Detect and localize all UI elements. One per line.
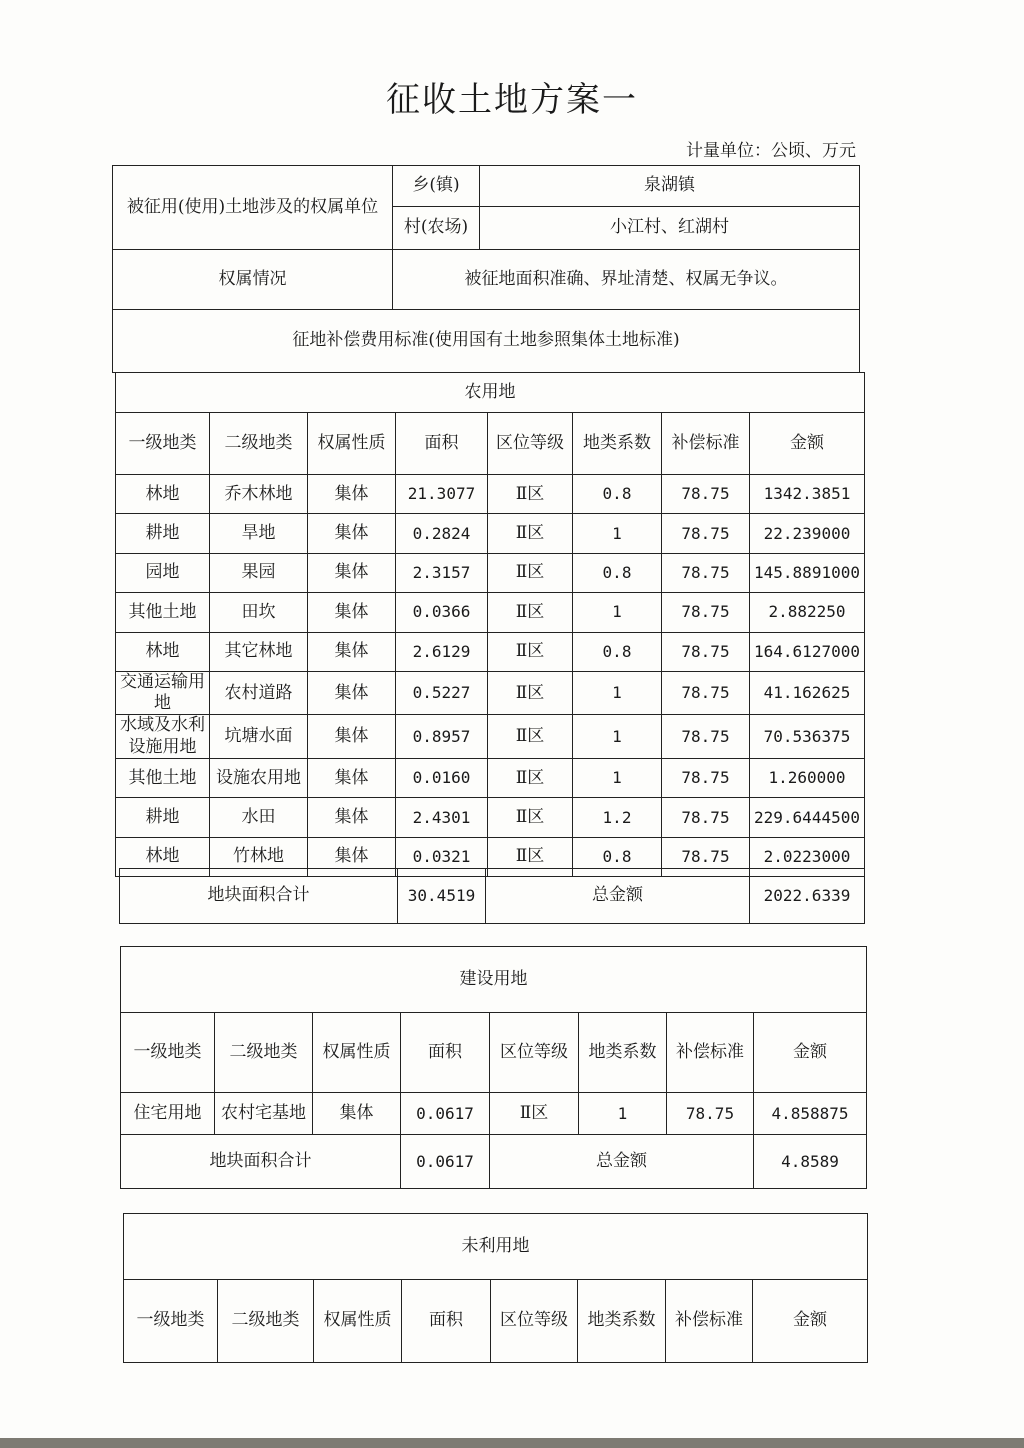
column-header: 区位等级 — [491, 1280, 578, 1363]
column-header: 二级地类 — [215, 1013, 313, 1093]
table-cell: 0.0160 — [396, 758, 488, 797]
table-cell: 0.8 — [573, 837, 662, 876]
table-cell: 2.3157 — [396, 553, 488, 592]
table-cell: 0.2824 — [396, 514, 488, 553]
table-cell: 0.0617 — [401, 1093, 490, 1135]
column-header: 金额 — [750, 413, 865, 475]
table-cell: Ⅱ区 — [488, 475, 573, 514]
ownership-label: 权属情况 — [113, 250, 393, 310]
table-cell: 耕地 — [116, 514, 210, 553]
table-cell: 78.75 — [662, 837, 750, 876]
owner-label: 被征用(使用)土地涉及的权属单位 — [113, 166, 393, 250]
table-cell: 22.239000 — [750, 514, 865, 553]
column-header: 二级地类 — [218, 1280, 314, 1363]
table-cell: Ⅱ区 — [488, 798, 573, 837]
table-cell: 乔木林地 — [210, 475, 308, 514]
table-cell: Ⅱ区 — [488, 593, 573, 632]
table-cell: 其他土地 — [116, 758, 210, 797]
table-cell: Ⅱ区 — [488, 553, 573, 592]
column-header: 金额 — [753, 1280, 868, 1363]
table-cell: 41.162625 — [750, 671, 865, 715]
table-cell: 21.3077 — [396, 475, 488, 514]
table-cell: 集体 — [308, 514, 396, 553]
build-total-label: 总金额 — [490, 1135, 754, 1189]
table-row — [116, 514, 865, 553]
column-header: 金额 — [754, 1013, 867, 1093]
table-cell: 林地 — [116, 475, 210, 514]
column-header: 补偿标准 — [662, 413, 750, 475]
table-row — [116, 475, 865, 514]
unit-label: 计量单位：公顷、万元 — [686, 141, 856, 161]
table-cell: Ⅱ区 — [488, 758, 573, 797]
village-value: 小江村、红湖村 — [480, 207, 860, 250]
table-cell: 集体 — [308, 475, 396, 514]
column-header: 一级地类 — [124, 1280, 218, 1363]
table-cell: 78.75 — [662, 475, 750, 514]
table-cell: 229.6444500 — [750, 798, 865, 837]
build-sum-area: 0.0617 — [401, 1135, 490, 1189]
table-cell: 78.75 — [662, 715, 750, 759]
table-cell: 其他土地 — [116, 593, 210, 632]
table-cell: 1342.3851 — [750, 475, 865, 514]
column-header: 一级地类 — [121, 1013, 215, 1093]
table-cell: 0.8957 — [396, 715, 488, 759]
table-cell: 集体 — [308, 798, 396, 837]
table-cell: 78.75 — [667, 1093, 754, 1135]
agri-summary-table — [119, 868, 865, 924]
table-cell: 2.882250 — [750, 593, 865, 632]
agri-rows — [116, 475, 865, 877]
agri-total-label: 总金额 — [486, 869, 750, 924]
column-header: 区位等级 — [490, 1013, 579, 1093]
build-total-amount: 4.8589 — [754, 1135, 867, 1189]
table-row — [116, 715, 865, 759]
agri-column-header — [116, 413, 865, 475]
table-cell: 164.6127000 — [750, 632, 865, 671]
column-header: 面积 — [401, 1013, 490, 1093]
table-cell: 78.75 — [662, 671, 750, 715]
table-cell: 0.0321 — [396, 837, 488, 876]
table-cell: 集体 — [308, 671, 396, 715]
column-header: 地类系数 — [578, 1280, 666, 1363]
table-cell: 0.8 — [573, 553, 662, 592]
unused-table — [123, 1213, 868, 1363]
table-cell: 78.75 — [662, 798, 750, 837]
table-cell: 林地 — [116, 837, 210, 876]
column-header: 面积 — [402, 1280, 491, 1363]
column-header: 一级地类 — [116, 413, 210, 475]
table-cell: 集体 — [308, 837, 396, 876]
table-cell: 0.8 — [573, 632, 662, 671]
table-cell: 水域及水利设施用地 — [116, 715, 210, 759]
column-header: 地类系数 — [579, 1013, 667, 1093]
table-cell: 0.8 — [573, 475, 662, 514]
unused-section-title: 未利用地 — [124, 1214, 868, 1280]
table-cell: 农村宅基地 — [215, 1093, 313, 1135]
agri-sum-area: 30.4519 — [398, 869, 486, 924]
table-cell: 农村道路 — [210, 671, 308, 715]
table-cell: 集体 — [308, 553, 396, 592]
table-cell: 145.8891000 — [750, 553, 865, 592]
table-cell: 集体 — [308, 758, 396, 797]
table-cell: 设施农用地 — [210, 758, 308, 797]
township-value: 泉湖镇 — [480, 166, 860, 207]
table-cell: 78.75 — [662, 514, 750, 553]
agri-total-amount: 2022.6339 — [750, 869, 865, 924]
table-cell: 78.75 — [662, 758, 750, 797]
column-header: 区位等级 — [488, 413, 573, 475]
agri-sum-label: 地块面积合计 — [120, 869, 398, 924]
build-rows — [121, 1093, 867, 1135]
column-header: 面积 — [396, 413, 488, 475]
village-label: 村(农场) — [393, 207, 480, 250]
table-cell: 园地 — [116, 553, 210, 592]
table-cell: Ⅱ区 — [488, 837, 573, 876]
table-cell: Ⅱ区 — [488, 715, 573, 759]
column-header: 二级地类 — [210, 413, 308, 475]
table-cell: 1 — [573, 593, 662, 632]
table-cell: 0.0366 — [396, 593, 488, 632]
column-header: 补偿标准 — [666, 1280, 753, 1363]
table-cell: 4.858875 — [754, 1093, 867, 1135]
table-row — [121, 1093, 867, 1135]
table-row — [116, 758, 865, 797]
township-label: 乡(镇) — [393, 166, 480, 207]
standard-label: 征地补偿费用标准(使用国有土地参照集体土地标准) — [113, 310, 860, 373]
page-title: 征收土地方案一 — [386, 80, 638, 120]
table-cell: 1 — [573, 758, 662, 797]
table-row — [116, 553, 865, 592]
build-sum-label: 地块面积合计 — [121, 1135, 401, 1189]
agri-section-title: 农用地 — [116, 373, 865, 413]
table-cell: 集体 — [308, 632, 396, 671]
table-cell: 70.536375 — [750, 715, 865, 759]
table-cell: 交通运输用地 — [116, 671, 210, 715]
table-cell: Ⅱ区 — [488, 514, 573, 553]
table-cell: 住宅用地 — [121, 1093, 215, 1135]
table-cell: Ⅱ区 — [488, 671, 573, 715]
table-cell: Ⅱ区 — [488, 632, 573, 671]
table-row — [116, 593, 865, 632]
table-cell: 1 — [573, 715, 662, 759]
table-cell: 2.4301 — [396, 798, 488, 837]
table-row — [116, 632, 865, 671]
ownership-value: 被征地面积准确、界址清楚、权属无争议。 — [393, 250, 860, 310]
table-cell: 1 — [573, 671, 662, 715]
column-header: 权属性质 — [314, 1280, 402, 1363]
header-table — [112, 165, 860, 373]
table-row — [116, 671, 865, 715]
build-section-title: 建设用地 — [121, 947, 867, 1013]
table-cell: Ⅱ区 — [490, 1093, 579, 1135]
table-cell: 2.6129 — [396, 632, 488, 671]
table-cell: 集体 — [313, 1093, 401, 1135]
table-cell: 78.75 — [662, 593, 750, 632]
build-table — [120, 946, 867, 1189]
scan-bottom-edge — [0, 1438, 1024, 1448]
column-header: 地类系数 — [573, 413, 662, 475]
table-cell: 果园 — [210, 553, 308, 592]
table-cell: 78.75 — [662, 632, 750, 671]
table-cell: 集体 — [308, 715, 396, 759]
table-cell: 坑塘水面 — [210, 715, 308, 759]
table-cell: 1.260000 — [750, 758, 865, 797]
table-cell: 集体 — [308, 593, 396, 632]
table-cell: 78.75 — [662, 553, 750, 592]
table-cell: 1 — [573, 514, 662, 553]
table-cell: 旱地 — [210, 514, 308, 553]
table-cell: 2.0223000 — [750, 837, 865, 876]
table-cell: 田坎 — [210, 593, 308, 632]
table-cell: 林地 — [116, 632, 210, 671]
column-header: 权属性质 — [308, 413, 396, 475]
table-cell: 1.2 — [573, 798, 662, 837]
table-cell: 其它林地 — [210, 632, 308, 671]
table-row — [116, 798, 865, 837]
agri-table — [115, 372, 865, 877]
table-cell: 0.5227 — [396, 671, 488, 715]
column-header: 补偿标准 — [667, 1013, 754, 1093]
column-header: 权属性质 — [313, 1013, 401, 1093]
unused-column-header — [124, 1280, 868, 1363]
table-cell: 水田 — [210, 798, 308, 837]
build-column-header — [121, 1013, 867, 1093]
table-cell: 耕地 — [116, 798, 210, 837]
table-cell: 竹林地 — [210, 837, 308, 876]
table-cell: 1 — [579, 1093, 667, 1135]
